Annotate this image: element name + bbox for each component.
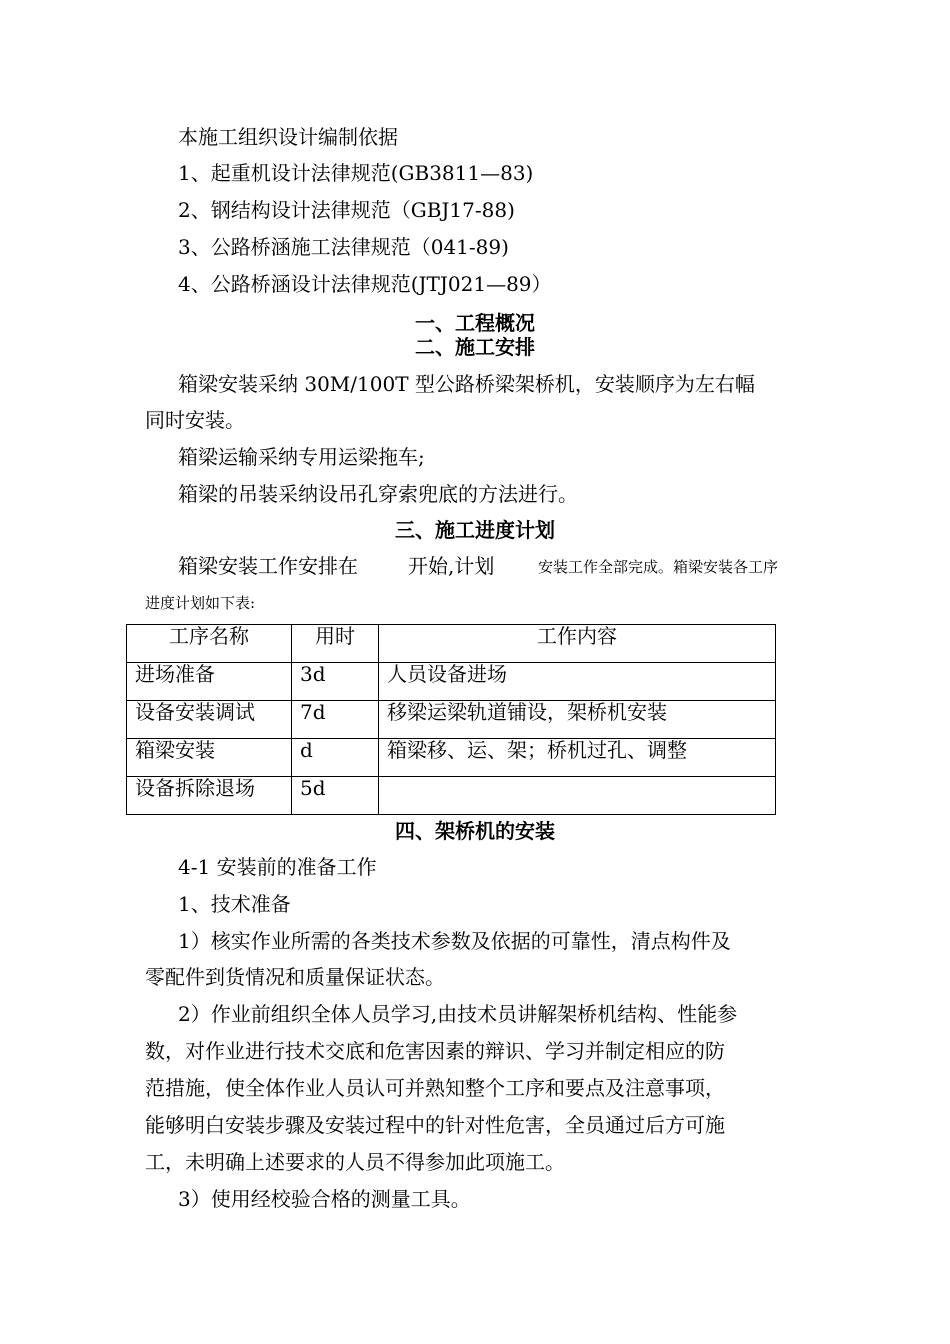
cell-duration: 5d — [292, 777, 379, 815]
section-2-paragraph-3: 箱梁的吊装采纳设吊孔穿索兜底的方法进行。 — [178, 482, 578, 506]
basis-item-2: 2、钢结构设计法律规范（GBJ17-88) — [178, 198, 515, 222]
cell-work-content — [379, 777, 776, 815]
basis-item-3: 3、公路桥涵施工法律规范（041-89) — [178, 235, 509, 259]
section-1-title: 一、工程概况 — [415, 311, 535, 335]
section-3-text-part-2: 开始,计划 — [408, 554, 495, 578]
table-row — [127, 663, 776, 701]
table-row — [127, 777, 776, 815]
section-4-paragraph-2-line-4: 能够明白安装步骤及安装过程中的针对性危害，全员通过后方可施 — [145, 1113, 725, 1137]
section-4-paragraph-3: 3）使用经校验合格的测量工具。 — [178, 1187, 471, 1211]
header-work-content: 工作内容 — [379, 625, 776, 663]
cell-work-content: 箱梁移、运、架；桥机过孔、调整 — [379, 739, 776, 777]
section-4-subtitle: 4-1 安装前的准备工作 — [178, 855, 377, 879]
schedule-table — [126, 624, 776, 815]
cell-step-name: 进场准备 — [127, 663, 292, 701]
section-2-paragraph-1-line-2: 同时安装。 — [145, 408, 245, 432]
table-row — [127, 739, 776, 777]
cell-duration: 7d — [292, 701, 379, 739]
section-4-paragraph-2-line-1: 2）作业前组织全体人员学习,由技术员讲解架桥机结构、性能参 — [178, 1002, 738, 1026]
cell-step-name: 设备安装调试 — [127, 701, 292, 739]
section-4-paragraph-2-line-3: 范措施，使全体作业人员认可并熟知整个工序和要点及注意事项， — [145, 1076, 725, 1100]
section-4-item-1: 1、技术准备 — [178, 892, 291, 916]
section-3-title: 三、施工进度计划 — [395, 518, 555, 542]
basis-intro: 本施工组织设计编制依据 — [178, 125, 398, 149]
table-row — [127, 701, 776, 739]
section-2-title: 二、施工安排 — [415, 335, 535, 359]
basis-item-4: 4、公路桥涵设计法律规范(JTJ021—89） — [178, 272, 552, 296]
basis-item-1: 1、起重机设计法律规范(GB3811—83) — [178, 161, 534, 185]
header-duration: 用时 — [292, 625, 379, 663]
cell-duration: d — [292, 739, 379, 777]
section-4-paragraph-2-line-2: 数，对作业进行技术交底和危害因素的辩识、学习并制定相应的防 — [145, 1039, 725, 1063]
table-header-row — [127, 625, 776, 663]
section-3-text-part-3: 安装工作全部完成。箱梁安装各工序 — [538, 558, 779, 576]
section-4-paragraph-1-line-2: 零配件到货情况和质量保证状态。 — [145, 965, 445, 989]
section-4-title: 四、架桥机的安装 — [395, 819, 555, 843]
cell-step-name: 设备拆除退场 — [127, 777, 292, 815]
section-3-text-part-1: 箱梁安装工作安排在 — [178, 554, 358, 578]
section-2-paragraph-2: 箱梁运输采纳专用运梁拖车; — [178, 445, 425, 469]
section-2-paragraph-1-line-1: 箱梁安装采纳 30M/100T 型公路桥梁架桥机，安装顺序为左右幅 — [178, 372, 755, 396]
cell-step-name: 箱梁安装 — [127, 739, 292, 777]
section-4-paragraph-1-line-1: 1）核实作业所需的各类技术参数及依据的可靠性，清点构件及 — [178, 929, 731, 953]
cell-work-content: 移梁运梁轨道铺设，架桥机安装 — [379, 701, 776, 739]
cell-duration: 3d — [292, 663, 379, 701]
section-3-text-line-2: 进度计划如下表: — [145, 594, 256, 612]
cell-work-content: 人员设备进场 — [379, 663, 776, 701]
section-4-paragraph-2-line-5: 工，未明确上述要求的人员不得参加此项施工。 — [145, 1150, 565, 1174]
header-step-name: 工序名称 — [127, 625, 292, 663]
